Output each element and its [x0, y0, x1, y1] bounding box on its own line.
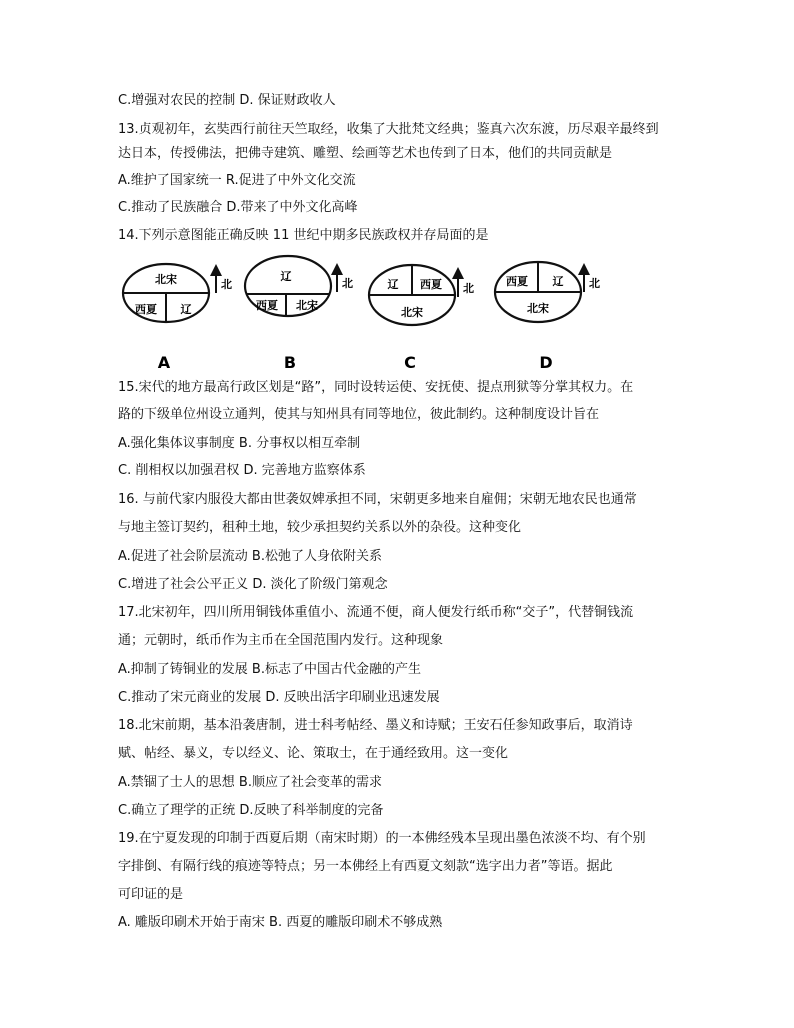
text-line: C.增强对农民的控制 D. 保证财政收人: [118, 93, 336, 108]
region-label: 辽: [280, 270, 292, 283]
question-14-diagrams: [110, 250, 610, 375]
region-label: 西夏: [420, 278, 442, 291]
diagram-a: [123, 264, 232, 372]
text-line: 15.宋代的地方最高行政区划是“路”，同时设转运使、安抚使、提点刑狱等分掌其权力。在: [118, 380, 634, 395]
region-label: 西夏: [506, 275, 528, 288]
text-line: 16. 与前代家内服役大都由世袭奴婢承担不同，宋朝更多地来自雇佣；宋朝无地农民也通常: [118, 492, 637, 507]
text-line: C.推动了宋元商业的发展 D. 反映出活字印刷业迅速发展: [118, 690, 440, 705]
text-line: 与地主签订契约，租种土地，较少承担契约关系以外的杂役。这种变化: [118, 520, 522, 535]
region-label: 北宋: [527, 302, 549, 315]
north-label: 北: [589, 277, 600, 290]
region-label: 辽: [552, 275, 564, 288]
text-line: 17.北宋初年，四川所用铜钱体重值小、流通不便，商人便发行纸币称“交子”，代替铜钱流: [118, 605, 634, 620]
text-line: A. 雕版印刷术开始于南宋 B. 西夏的雕版印刷术不够成熟: [118, 915, 443, 930]
text-line: C.增进了社会公平正义 D. 淡化了阶级门第观念: [118, 577, 388, 592]
north-label: 北: [221, 278, 232, 291]
text-line: 字排倒、有隔行线的痕迹等特点；另一本佛经上有西夏文刻款“选字出力者”等语。据此: [118, 859, 613, 874]
region-label: 辽: [387, 278, 399, 291]
option-letter: B: [283, 353, 297, 372]
option-letter: A: [157, 353, 171, 372]
region-label: 辽: [180, 303, 192, 316]
diagram-b: [245, 256, 353, 372]
option-letter: D: [539, 353, 553, 372]
text-line: A.禁锢了士人的思想 B.顺应了社会变革的需求: [118, 775, 382, 790]
diagram-c: [369, 265, 474, 372]
text-line: 19.在宁夏发现的印制于西夏后期（南宋时期）的一本佛经残本呈现出墨色浓淡不均、有个别: [118, 831, 646, 846]
text-line: C.推动了民族融合 D.带来了中外文化高峰: [118, 200, 358, 215]
text-line: 赋、帖经、暴义，专以经义、论、策取士，在于通经致用。这一变化: [118, 746, 509, 761]
north-label: 北: [342, 277, 353, 290]
diagram-svg: [110, 250, 610, 375]
option-letter: C: [404, 353, 416, 372]
region-label: 北宋: [155, 273, 177, 286]
region-label: 北宋: [296, 299, 318, 312]
text-line: 达日本，传授佛法，把佛寺建筑、雕塑、绘画等艺术也传到了日本，他们的共同贡献是: [118, 146, 613, 161]
text-line: C. 削相权以加强君权 D. 完善地方监察体系: [118, 463, 366, 478]
text-line: A.促进了社会阶层流动 B.松弛了人身依附关系: [118, 549, 382, 564]
text-line: C.确立了理学的正统 D.反映了科举制度的完备: [118, 803, 384, 818]
text-line: A.抑制了铸铜业的发展 B.标志了中国古代金融的产生: [118, 662, 421, 677]
region-label: 北宋: [401, 306, 423, 319]
text-line: 通；元朝时，纸币作为主币在全国范围内发行。这种现象: [118, 633, 444, 648]
text-line: 18.北宋前期，基本沿袭唐制，进士科考帖经、墨义和诗赋；王安石任参知政事后，取消诗: [118, 718, 633, 733]
text-line: A.维护了国家统一 R.促进了中外文化交流: [118, 173, 356, 188]
region-label: 西夏: [256, 299, 278, 312]
text-line: A.强化集体议事制度 B. 分事权以相互牵制: [118, 436, 361, 451]
text-line: 13.贞观初年，玄奘西行前往天竺取经，收集了大批梵文经典；鉴真六次东渡，历尽艰辛最终到: [118, 122, 659, 137]
north-label: 北: [463, 282, 474, 295]
text-line: 可印证的是: [118, 887, 184, 902]
text-line: 14.下列示意图能正确反映 11 世纪中期多民族政权并存局面的是: [118, 228, 489, 243]
region-label: 西夏: [135, 303, 157, 316]
diagram-d: [495, 262, 600, 372]
text-line: 路的下级单位州设立通判，使其与知州具有同等地位，彼此制约。这种制度设计旨在: [118, 407, 600, 422]
